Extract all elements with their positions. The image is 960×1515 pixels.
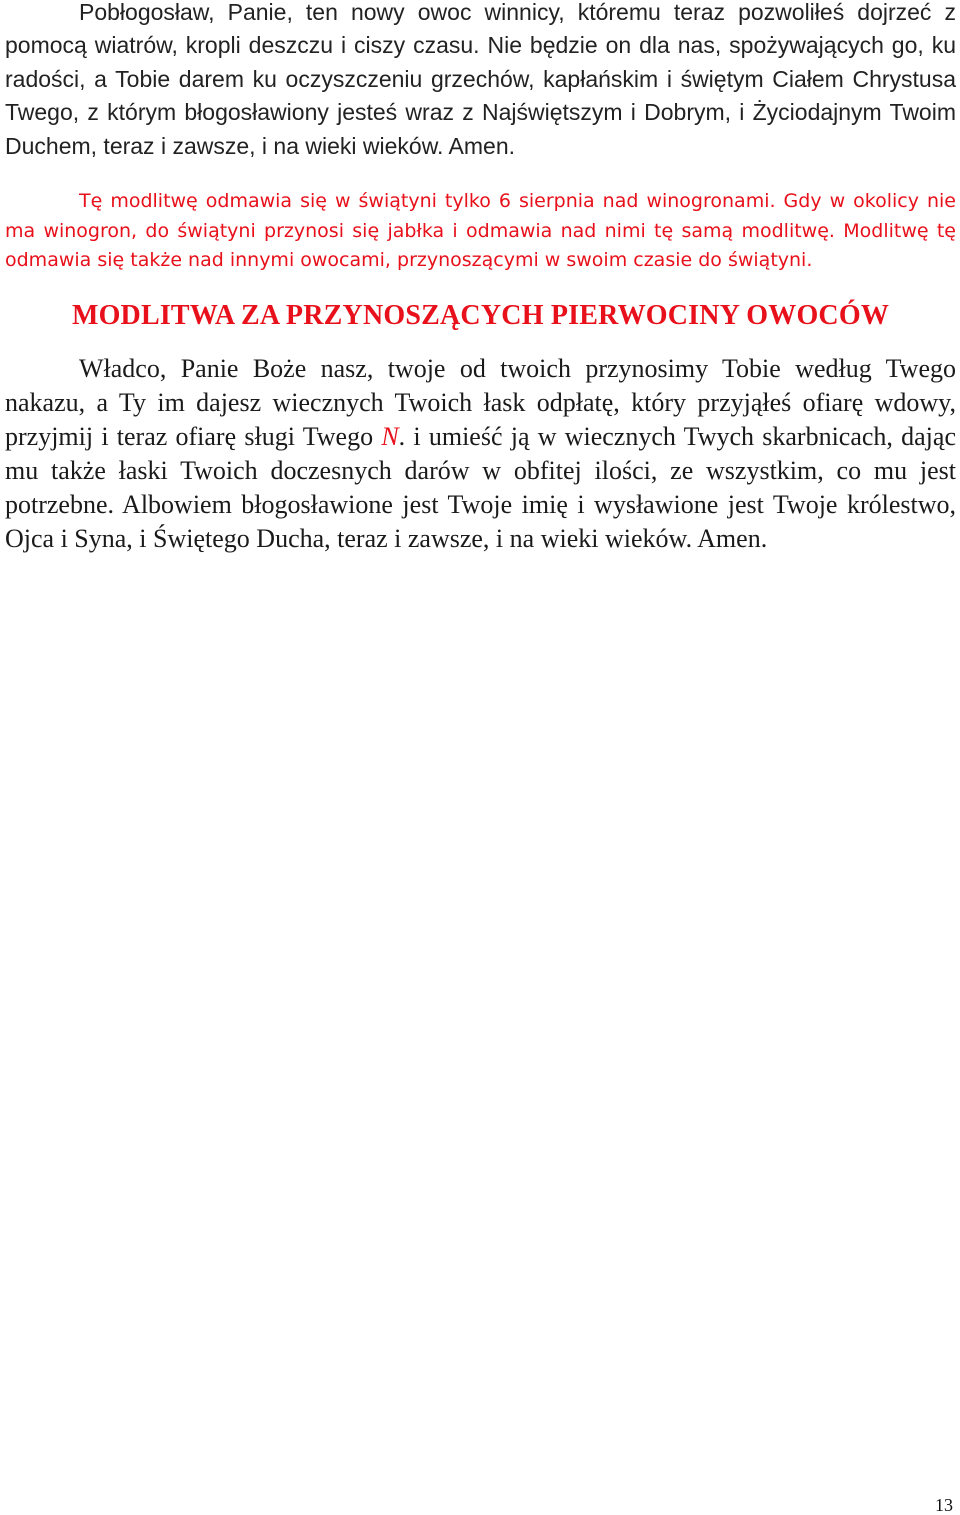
page-number: 13	[935, 1495, 953, 1515]
prayer-heading: MODLITWA ZA PRZYNOSZĄCYCH PIERWOCINY OWOCÓW	[71, 299, 890, 331]
name-marker: N	[381, 421, 399, 451]
prayer-text-after-name: . i umieść ją w wiecznych Twych skarbnicach, dając mu także łaski Twoich doczesnych darów w obfitej ilości, ze wszystkim, co mu jest potrzebne. Albowiem błogosławione jest Twoje imię i wysławione jest Twoje królestwo, Ojca i Syna, i Świętego Ducha, teraz i zawsze, i na wieki wieków. Amen.	[5, 421, 956, 553]
document-page	[5, 0, 956, 556]
prayer-text-before-name: Władco, Panie Boże nasz, twoje od twoich przynosimy Tobie według Twego nakazu, a Ty im dajesz wiecznych Twoich łask odpłatę, który przyjąłeś ofiarę wdowy, przyjmij i teraz ofiarę sługi Twego	[5, 353, 956, 451]
prayer-paragraph	[5, 352, 956, 556]
blessing-paragraph: Pobłogosław, Panie, ten nowy owoc winnicy, któremu teraz pozwoliłeś dojrzeć z pomocą wiatrów, kropli deszczu i ciszy czasu. Nie będzie on dla nas, spożywających go, ku radości, a Tobie darem ku oczyszczeniu grzechów, kapłańskim i świętym Ciałem Chrystusa Twego, z którym błogosławiony jesteś wraz z Najświętszym i Dobrym, i Życiodajnym Twoim Duchem, teraz i zawsze, i na wieki wieków. Amen.	[5, 0, 956, 159]
rubric-note: Tę modlitwę odmawia się w świątyni tylko 6 sierpnia nad winogronami. Gdy w okolicy nie ma winogron, do świątyni przynosi się jabłka i odmawia nad nimi tę samą modlitwę. Modlitwę tę odmawia się także nad innymi owocami, przynoszącymi w swoim czasie do świątyni.	[5, 190, 956, 272]
